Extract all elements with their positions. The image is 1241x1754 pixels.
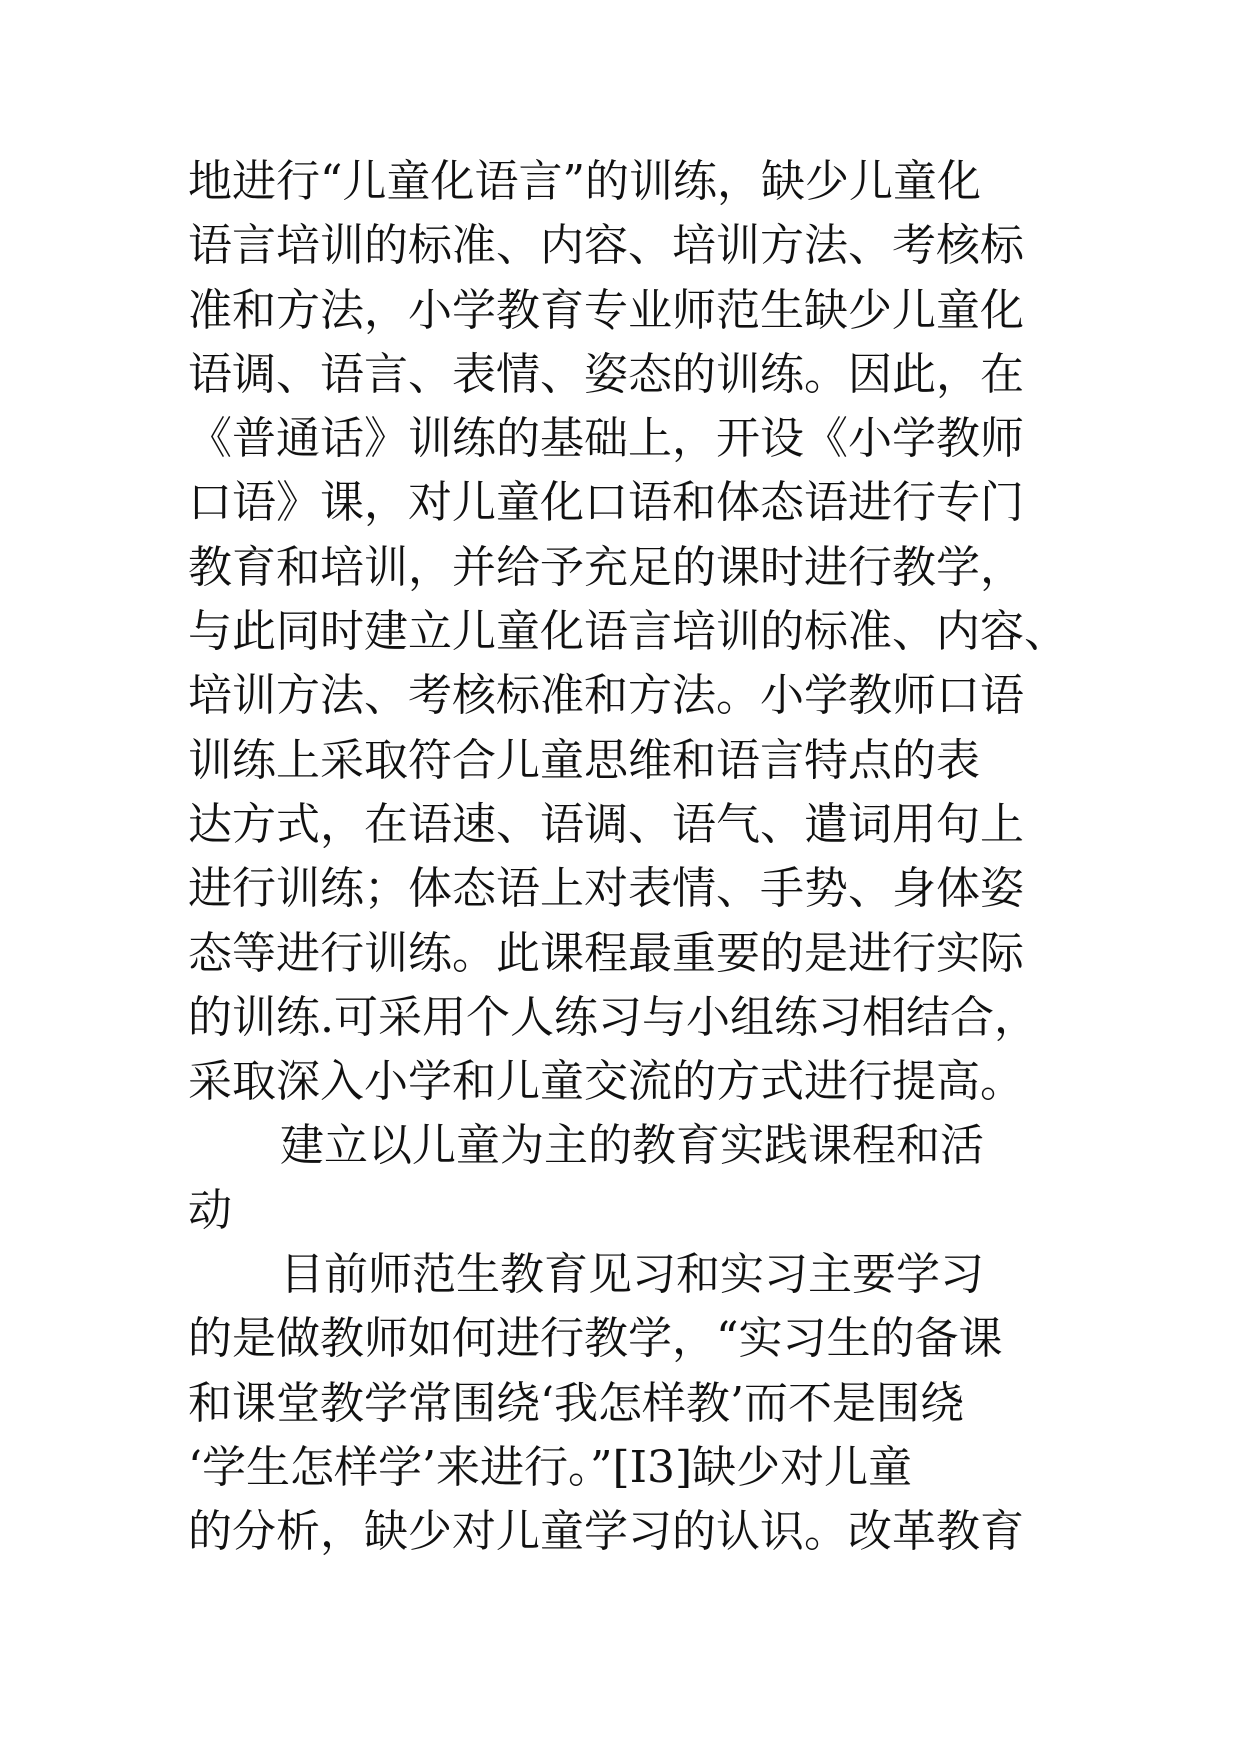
text-line: 与此同时建立儿童化语言培训的标准、内容、 xyxy=(188,606,1068,658)
text-line: 的是做教师如何进行教学，“实习生的备课 xyxy=(188,1313,1003,1365)
text-line: 训练上采取符合儿童思维和语言特点的表 xyxy=(188,734,980,786)
text-line: 的分析，缺少对儿童学习的认识。改革教育 xyxy=(188,1506,1024,1558)
body-text xyxy=(188,150,1068,1565)
text-line: 《普通话》训练的基础上，开设《小学教师 xyxy=(188,413,1024,465)
section-heading-continuation: 动 xyxy=(188,1184,232,1236)
text-line: 语调、语言、表情、姿态的训练。因此，在 xyxy=(188,348,1024,400)
section-heading: 建立以儿童为主的教育实践课程和活 xyxy=(280,1120,984,1172)
text-line: 口语》课，对儿童化口语和体态语进行专门 xyxy=(188,477,1024,529)
text-line: 态等进行训练。此课程最重要的是进行实际 xyxy=(188,927,1024,979)
text-line: 和课堂教学常围绕‘我怎样教’而不是围绕 xyxy=(188,1377,964,1429)
text-line: 教育和培训，并给予充足的课时进行教学， xyxy=(188,541,1024,593)
text-line: 培训方法、考核标准和方法。小学教师口语 xyxy=(188,670,1024,722)
text-line: ‘学生怎样学’来进行。”[I3]缺少对儿童 xyxy=(188,1441,913,1493)
text-line: 采取深入小学和儿童交流的方式进行提高。 xyxy=(188,1056,1024,1108)
text-line: 的训练.可采用个人练习与小组练习相结合， xyxy=(188,991,1038,1043)
text-line: 进行训练；体态语上对表情、手势、身体姿 xyxy=(188,863,1024,915)
paragraph-start-line: 目前师范生教育见习和实习主要学习 xyxy=(280,1249,984,1301)
text-line: 准和方法，小学教育专业师范生缺少儿童化 xyxy=(188,284,1024,336)
text-line: 地进行“儿童化语言”的训练，缺少儿童化 xyxy=(188,156,981,207)
text-line: 达方式，在语速、语调、语气、遣词用句上 xyxy=(188,798,1024,850)
text-line: 语言培训的标准、内容、培训方法、考核标 xyxy=(188,220,1024,272)
